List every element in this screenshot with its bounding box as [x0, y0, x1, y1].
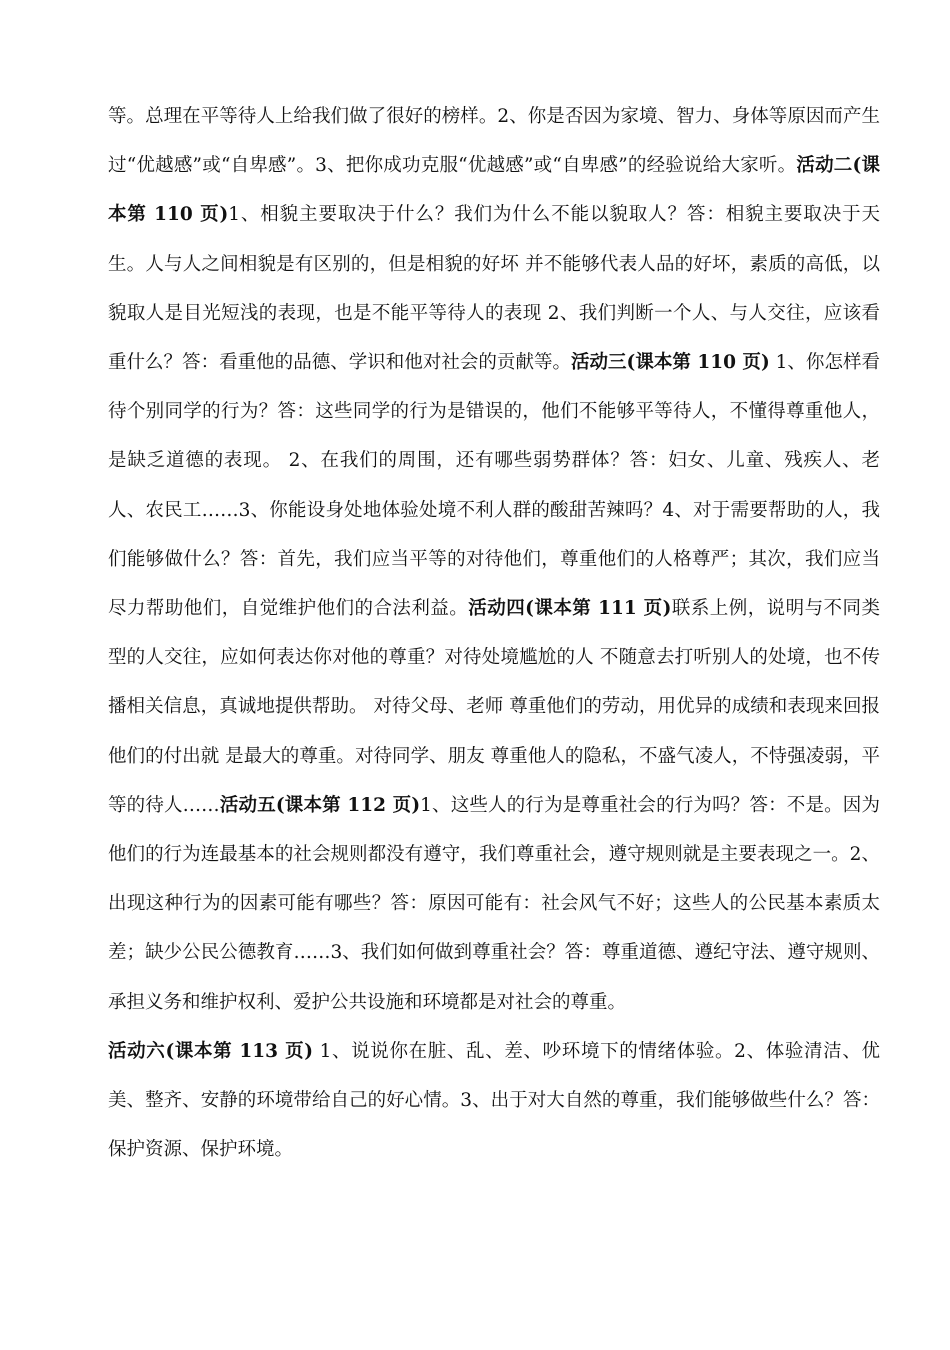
- text-activity-6: 1、说说你在脏、乱、差、吵环境下的情绪体验。2、体验清洁、优美、整齐、安静的环境带给自己的好心情。3、出于对大自然的尊重，我们能够做些什么？答：保护资源、保护环境。: [108, 1040, 880, 1161]
- text-activity-5: 1、这些人的行为是尊重社会的行为吗？答：不是。因为他们的行为连最基本的社会规则都没有遵守，我们尊重社会，遵守规则就是主要表现之一。2、出现这种行为的因素可能有哪些？答：原因可能有：社会风气不好；这些人的公民基本素质太差；缺少公民公德教育……3、我们如何做到尊重社会？答：尊重道德、遵纪守法、遵守规则、承担义务和维护权利、爱护公共设施和环境都是对社会的尊重。: [108, 794, 880, 1013]
- paragraph-activities-1-to-5: [108, 92, 880, 1027]
- heading-activity-3: 活动三(课本第 110 页): [571, 352, 770, 374]
- heading-activity-5: 活动五(课本第 112 页): [219, 794, 421, 816]
- text-activity-4: 联系上例，说明与不同类型的人交往，应如何表达你对他的尊重？对待处境尴尬的人 不随意去打听别人的处境，也不传播相关信息，真诚地提供帮助。 对待父母、老师 尊重他们的劳动，用优异的成绩和表现来回报他们的付出就 是最大的尊重。对待同学、朋友 尊重他人的隐私，不盛气凌人，不恃强凌弱，平等的待人……: [108, 598, 880, 816]
- text-activity-2: 1、相貌主要取决于什么？我们为什么不能以貌取人？答：相貌主要取决于天生。人与人之间相貌是有区别的，但是相貌的好坏 并不能够代表人品的好坏，素质的高低，以貌取人是目光短浅的表现，也是不能平等待人的表现 2、我们判断一个人、与人交往，应该看重什么？答：看重他的品德、学识和他对社会的贡献等。: [108, 204, 880, 374]
- heading-activity-4: 活动四(课本第 111 页): [468, 598, 672, 620]
- document-body: [108, 92, 880, 1174]
- text-activity-1-questions: 等。总理在平等待人上给我们做了很好的榜样。2、你是否因为家境、智力、身体等原因而产生过“优越感”或“自卑感”。3、把你成功克服“优越感”或“自卑感”的经验说给大家听。: [108, 106, 880, 177]
- heading-activity-2: 活动二(课本第 110 页): [108, 155, 880, 226]
- paragraph-activity-6: [108, 1027, 880, 1175]
- text-activity-3: 1、你怎样看待个别同学的行为？答：这些同学的行为是错误的，他们不能够平等待人，不懂得尊重他人，是缺乏道德的表现。 2、在我们的周围，还有哪些弱势群体？答：妇女、儿童、残疾人、老人、农民工……3、你能设身处地体验处境不利人群的酸甜苦辣吗？4、对于需要帮助的人，我们能够做什么？答：首先，我们应当平等的对待他们，尊重他们的人格尊严；其次，我们应当尽力帮助他们，自觉维护他们的合法利益。: [108, 352, 880, 620]
- heading-activity-6: 活动六(课本第 113 页): [108, 1040, 314, 1062]
